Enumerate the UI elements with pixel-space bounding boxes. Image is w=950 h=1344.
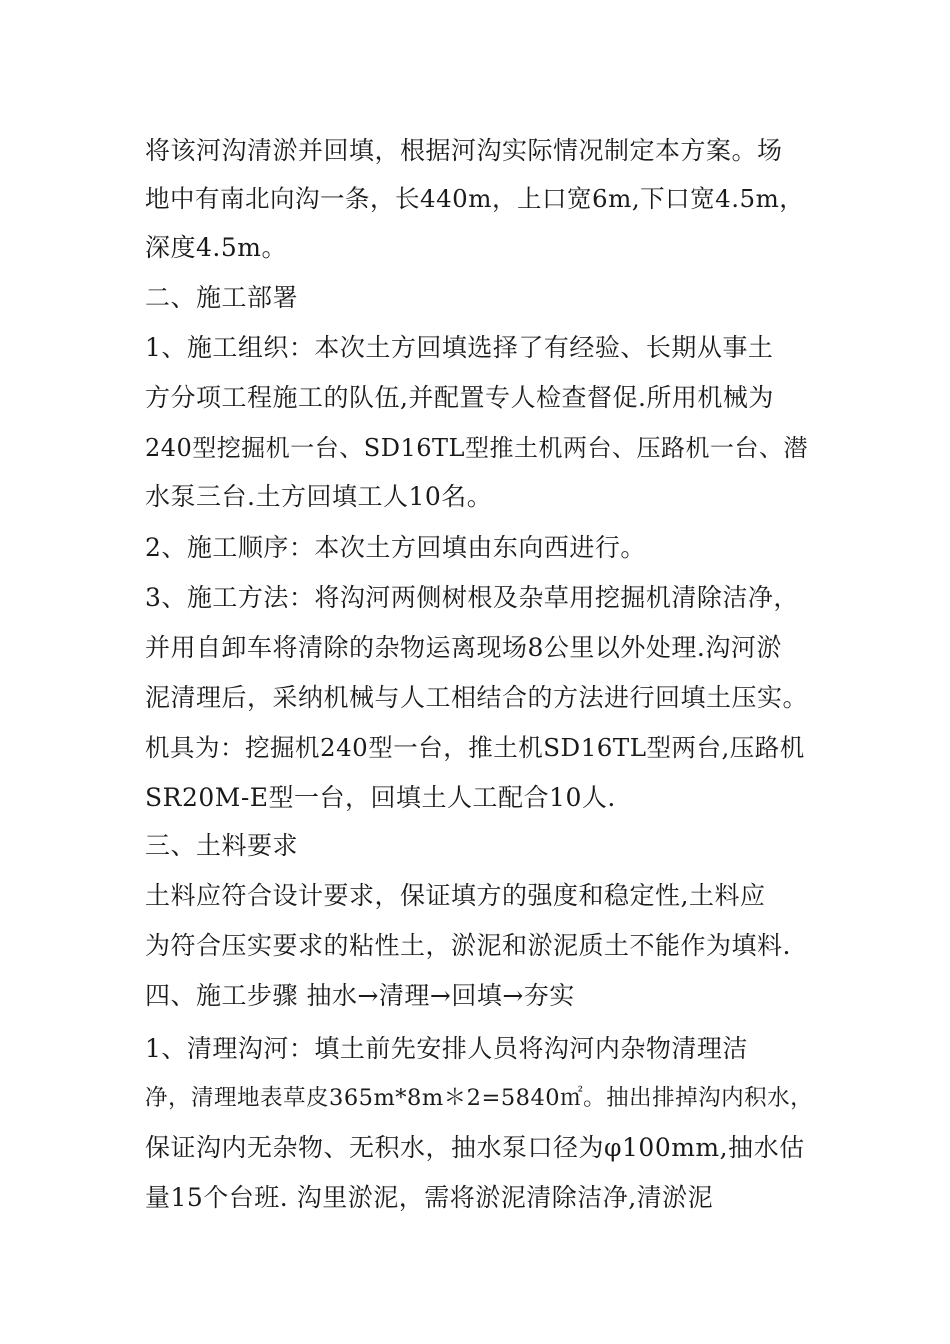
text-line: 为符合压实要求的粘性土，淤泥和淤泥质土不能作为填料.	[145, 931, 791, 960]
text-line: 1、施工组织：本次土方回填选择了有经验、长期从事土	[145, 333, 774, 362]
text-line: 量15个台班. 沟里淤泥，需将淤泥清除洁净,清淤泥	[145, 1183, 714, 1212]
text-line: 3、施工方法：将沟河两侧树根及杂草用挖掘机清除洁净，	[145, 583, 799, 612]
text-line: 机具为：挖掘机240型一台，推土机SD16TL型两台,压路机	[145, 733, 805, 762]
section-heading: 二、施工部署	[145, 283, 299, 312]
text-line: 240型挖掘机一台、SD16TL型推土机两台、压路机一台、潜	[145, 434, 808, 462]
text-line: 地中有南北向沟一条，长440m，上口宽6m,下口宽4.5m，	[145, 184, 805, 213]
text-line: 将该河沟清淤并回填，根据河沟实际情况制定本方案。场	[145, 136, 783, 165]
text-line: 保证沟内无杂物、无积水，抽水泵口径为φ100mm,抽水估	[145, 1133, 805, 1162]
section-heading: 三、土料要求	[145, 831, 299, 860]
section-heading: 四、施工步骤 抽水→清理→回填→夯实	[145, 981, 575, 1010]
text-line: 净，清理地表草皮365m*8m＊2=5840㎡。抽出排掉沟内积水，	[145, 1085, 814, 1111]
text-line: 泥清理后，采纳机械与人工相结合的方法进行回填土压实。	[145, 683, 809, 712]
text-line: 土料应符合设计要求，保证填方的强度和稳定性,土料应	[145, 881, 766, 910]
text-line: 1、清理沟河：填土前先安排人员将沟河内杂物清理洁	[145, 1034, 748, 1063]
text-line: 深度4.5m。	[145, 233, 287, 262]
text-line: SR20M-E型一台，回填土人工配合10人.	[145, 783, 616, 812]
text-line: 2、施工顺序：本次土方回填由东向西进行。	[145, 533, 646, 562]
text-line: 水泵三台.土方回填工人10名。	[145, 482, 493, 511]
text-line: 并用自卸车将清除的杂物运离现场8公里以外处理.沟河淤	[145, 633, 782, 662]
text-line: 方分项工程施工的队伍,并配置专人检查督促.所用机械为	[145, 383, 774, 412]
